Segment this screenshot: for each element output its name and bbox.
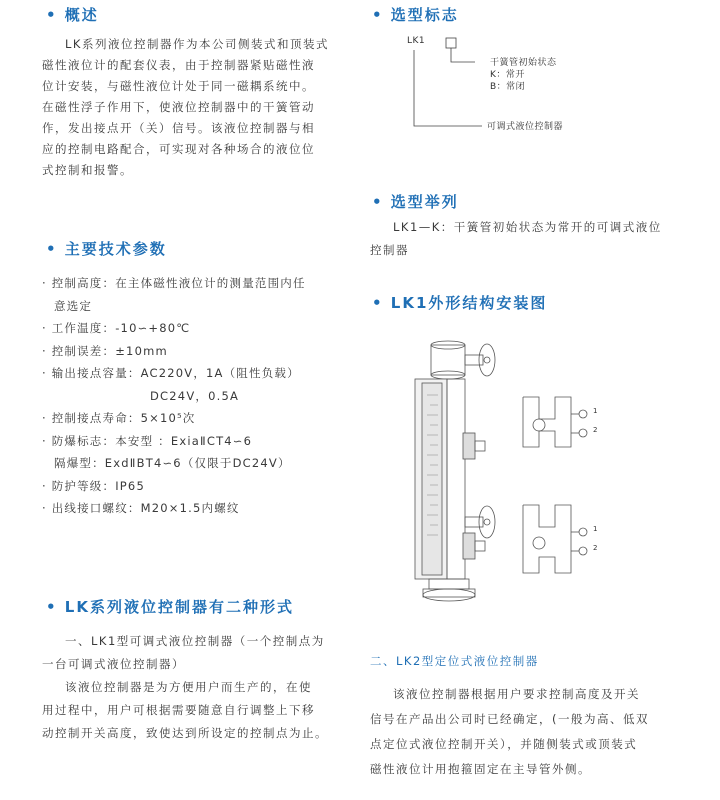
- param-item: · 控制高度：在主体磁性液位计的测量范围内任: [42, 276, 306, 290]
- overview-line: 作，发出接点开（关）信号。该液位控制器与相: [42, 121, 315, 135]
- option-k: K：常开: [490, 70, 525, 80]
- model-code: LK1: [407, 36, 426, 46]
- param-item: · 工作温度：-10∽+80℃: [42, 321, 191, 335]
- params-heading: • 主要技术参数: [46, 240, 167, 258]
- example-text: [370, 216, 690, 262]
- forms-text: [42, 630, 352, 745]
- overview-line: 式控制和报警。: [42, 163, 133, 177]
- pin-1-label: 1: [593, 407, 598, 415]
- param-item: · 防护等级：IP65: [42, 478, 145, 493]
- forms-line: 该液位控制器是为方便用户而生产的，在使: [65, 680, 312, 694]
- forms-line: 一、LK1型可调式液位控制器（一个控制点为: [65, 634, 325, 648]
- params-list: [42, 272, 342, 520]
- lk2-text: [370, 682, 700, 782]
- example-line: LK1—K：干簧管初始状态为常开的可调式液位: [393, 220, 662, 234]
- param-item: 意选定: [54, 298, 93, 313]
- installation-drawing: [405, 325, 625, 615]
- pin-2-label: 2: [593, 544, 598, 552]
- overview-heading: • 概述: [46, 6, 99, 24]
- state-label: 干簧管初始状态: [490, 58, 557, 68]
- param-item: · 控制接点寿命：5×10⁵次: [42, 411, 196, 425]
- pin-1-label: 1: [593, 525, 598, 533]
- param-item: DC24V，0.5A: [150, 388, 240, 403]
- pin-2-label: 2: [593, 426, 598, 434]
- lk2-line: 该液位控制器根据用户要求控制高度及开关: [393, 687, 640, 701]
- lk2-line: 信号在产品出公司时已经确定，(一般为高、低双: [370, 712, 649, 726]
- example-line: 控制器: [370, 243, 409, 257]
- param-item: · 输出接点容量：AC220V，1A（阻性负载）: [42, 366, 300, 380]
- param-item: · 出线接口螺纹：M20×1.5内螺纹: [42, 501, 240, 515]
- drawing-heading: • LK1外形结构安装图: [372, 294, 548, 312]
- forms-heading: • LK系列液位控制器有二种形式: [46, 598, 294, 616]
- overview-line: LK系列液位控制器作为本公司侧装式和顶装式: [65, 37, 329, 51]
- option-b: B：常闭: [490, 82, 526, 92]
- overview-line: 应的控制电路配合，可实现对各种场合的液位位: [42, 142, 315, 156]
- lk2-line: 点定位式液位控制开关），并随侧装式或顶装式: [370, 737, 638, 751]
- param-item: 隔爆型：ExdⅡBT4∽6（仅限于DC24V）: [54, 456, 291, 470]
- forms-line: 用过程中，用户可根据需要随意自行调整上下移: [42, 703, 315, 717]
- overview-text: [42, 34, 342, 181]
- param-item: · 防爆标志：本安型 ：ExiaⅡCT4∽6: [42, 433, 253, 448]
- forms-line: 动控制开关高度，致使达到所设定的控制点为止。: [42, 726, 328, 740]
- overview-line: 在磁性浮子作用下，使液位控制器中的干簧管动: [42, 100, 315, 114]
- forms-line: 一台可调式液位控制器）: [42, 657, 185, 671]
- selection-heading: • 选型标志: [372, 6, 459, 24]
- example-heading: • 选型举列: [372, 193, 459, 211]
- overview-line: 位计安装，与磁性液位计处于同一磁耦系统中。: [42, 79, 315, 93]
- param-item: · 控制误差：±10mm: [42, 343, 168, 358]
- lk2-heading: 二、LK2型定位式液位控制器: [370, 654, 539, 668]
- type-desc: 可调式液位控制器: [487, 122, 564, 132]
- lk2-line: 磁性液位计用抱箍固定在主导管外侧。: [370, 762, 591, 776]
- overview-line: 磁性液位计的配套仪表，由于控制器紧贴磁性液: [42, 58, 315, 72]
